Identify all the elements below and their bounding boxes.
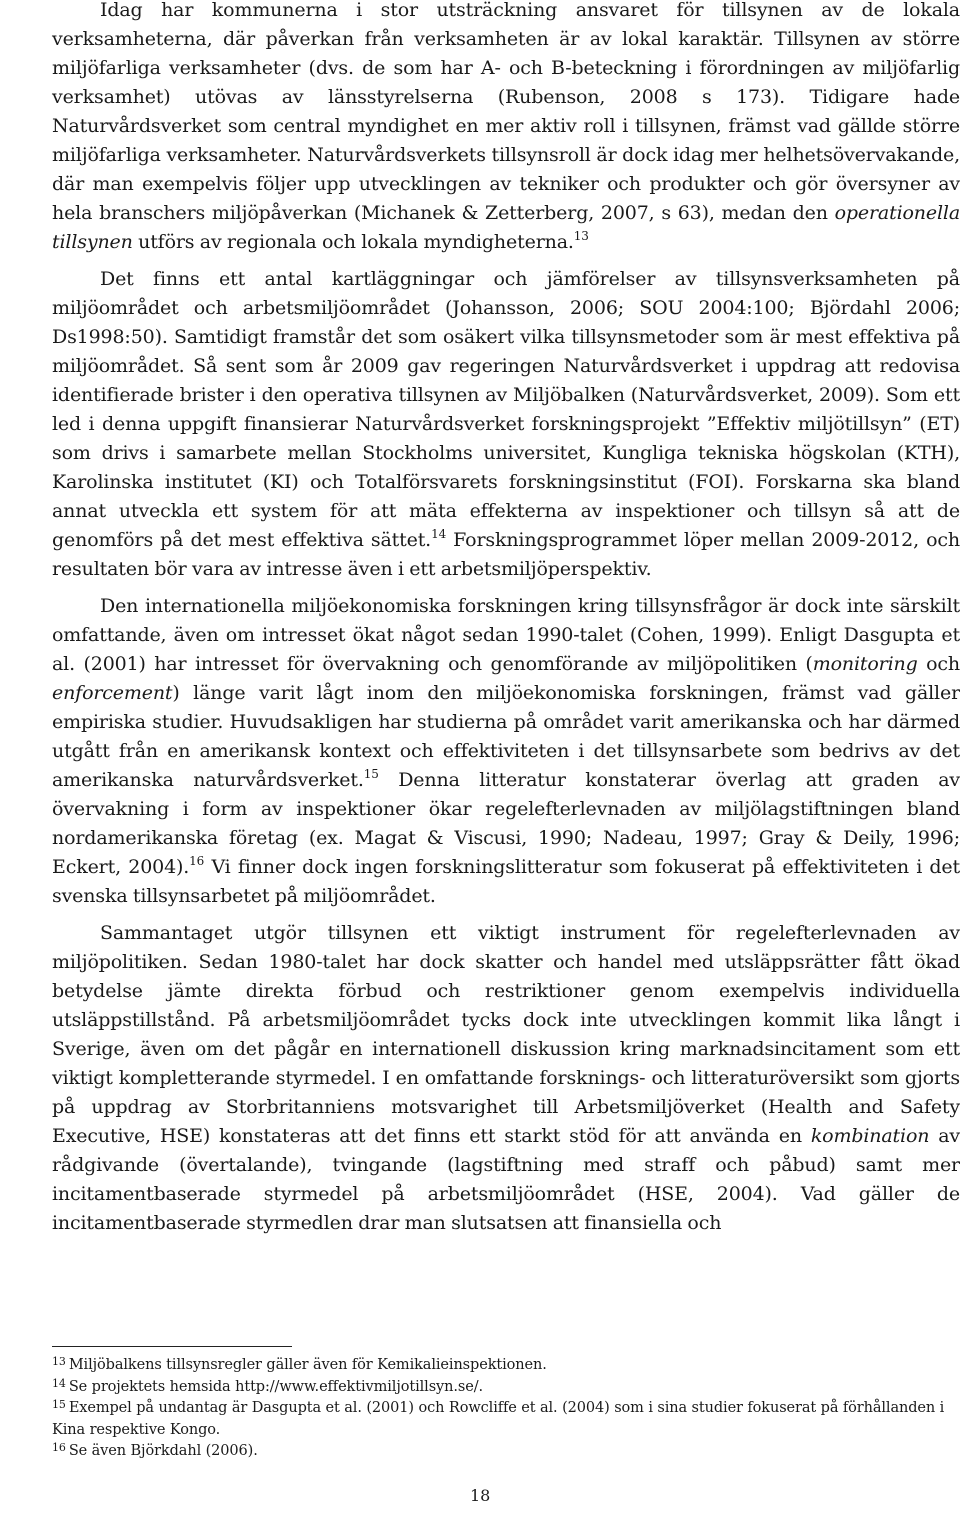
footnote-number: 13	[52, 1355, 66, 1368]
footnote-14	[52, 1377, 952, 1399]
paragraph-3	[52, 592, 960, 911]
paragraph-2-text: Det finns ett antal kartläggningar och jämförelser av tillsynsverksamheten på miljöområdet och arbetsmiljöområdet (Johansson, 2006; SOU 2004:100; Björdahl 2006; Ds1998:50). Samtidigt framstår det som osäkert vilka tillsynsmetoder som är mest effektiva på miljöområdet. Så sent som år 2009 gav regeringen Naturvårdsverket i uppdrag att redovisa identifierade brister i den operativa tillsynen av Miljöbalken (Naturvårdsverket, 2009). Som ett led i denna uppgift finansierar Naturvårdsverket forskningsprojekt ”Effektiv miljötillsyn” (ET) som drivs i samarbete mellan Stockholms universitet, Kungliga tekniska högskolan (KTH), Karolinska institutet (KI) och Totalförsvarets forskningsinstitut (FOI). Forskarna ska bland annat utveckla ett system för att mäta effekterna av inspektioner och tillsyn så att de genomförs på det mest effektiva sättet.	[52, 268, 960, 551]
paragraph-4	[52, 919, 960, 1238]
footnote-number: 15	[52, 1398, 66, 1411]
paragraph-1-emphasis: operationella tillsynen	[52, 202, 960, 253]
footnote-number: 14	[52, 1376, 66, 1390]
footnote-16	[52, 1441, 952, 1463]
footnote-15	[52, 1398, 952, 1441]
document-page	[52, 0, 960, 1515]
paragraph-3-emphasis-monitoring: monitoring	[812, 653, 918, 675]
paragraph-4-text: Sammantaget utgör tillsynen ett viktigt instrument för regelefterlevnaden av miljöpolitiken. Sedan 1980-talet har dock skatter och handel med utsläppsrätter fått ökad betydelse jämte direkta förbud och restriktioner genom exempelvis individuella utsläppstillstånd. På arbetsmiljöområdet tycks dock inte utvecklingen kommit lika långt i Sverige, även om det pågår en internationell diskussion kring marknadsincitament som ett viktigt kompletterande styrmedel. I en omfattande forsknings- och litteraturöversikt som gjorts på uppdrag av Storbritanniens motsvarighet till Arbetsmiljöverket (Health and Safety Executive, HSE) konstateras att det finns ett starkt stöd för att använda en	[52, 922, 960, 1147]
paragraph-2	[52, 265, 960, 584]
footnote-separator	[52, 1346, 292, 1347]
paragraph-3-text-and: och	[917, 653, 960, 675]
footnote-ref-13: 13	[573, 229, 589, 243]
footnote-number: 16	[52, 1441, 66, 1454]
footnote-text: Exempel på undantag är Dasgupta et al. (2001) och Rowcliffe et al. (2004) som i sina studier fokuserat på förhållanden i Kina respektive Kongo.	[52, 1400, 945, 1438]
paragraph-2-text-end: Forskningsprogrammet löper mellan 2009-2012, och resultaten bör vara av intresse även i ett arbetsmiljöperspektiv.	[52, 529, 960, 580]
footnote-ref-14: 14	[431, 527, 447, 541]
footnote-ref-15: 15	[363, 767, 379, 781]
footnote-ref-16: 16	[189, 854, 205, 868]
footnotes	[52, 1355, 952, 1463]
paragraph-1-text-end: utförs av regionala och lokala myndigheterna.	[132, 231, 574, 253]
paragraph-3-emphasis-enforcement: enforcement	[52, 682, 173, 704]
paragraph-3-text-middle: ) länge varit lågt inom den miljöekonomiska forskningen, främst vad gäller empiriska studier. Huvudsakligen har studierna på området varit amerikanska och har därmed utgått från en amerikansk kontext och effektiviteten i det tillsynsarbete som bedrivs av det amerikanska naturvårdsverket.	[52, 682, 960, 791]
page-number: 18	[470, 1486, 491, 1505]
footnote-text: Se projektets hemsida http://www.effektivmiljotillsyn.se/.	[68, 1378, 483, 1395]
paragraph-1	[52, 0, 960, 257]
body-text	[52, 0, 960, 1238]
paragraph-1-text: Idag har kommunerna i stor utsträckning ansvaret för tillsynen av de lokala verksamheterna, där påverkan från verksamheten är av lokal karaktär. Tillsynen av större miljöfarliga verksamheter (dvs. de som har A- och B-beteckning i förordningen av miljöfarlig verksamhet) utövas av länsstyrelserna (Rubenson, 2008 s 173). Tidigare hade Naturvårdsverket som central myndighet en mer aktiv roll i tillsynen, främst vad gällde större miljöfarliga verksamheter. Naturvårdsverkets tillsynsroll är dock idag mer helhetsövervakande, där man exempelvis följer upp utvecklingen av tekniker och produkter och gör översyner av hela branschers miljöpåverkan (Michanek & Zetterberg, 2007, s 63), medan den	[52, 0, 960, 224]
footnote-text: Miljöbalkens tillsynsregler gäller även för Kemikalieinspektionen.	[68, 1357, 547, 1373]
paragraph-3-text: Den internationella miljöekonomiska forskningen kring tillsynsfrågor är dock inte särskilt omfattande, även om intresset ökat något sedan 1990-talet (Cohen, 1999). Enligt Dasgupta et al. (2001) har intresset för övervakning och genomförande av miljöpolitiken (	[52, 595, 960, 675]
footnote-text: Se även Björkdahl (2006).	[68, 1443, 258, 1459]
paragraph-4-emphasis: kombination	[810, 1125, 930, 1147]
paragraph-4-text-end: av rådgivande (övertalande), tvingande (lagstiftning med straff och påbud) samt mer incitamentbaserade styrmedel på arbetsmiljöområdet (HSE, 2004). Vad gäller de incitamentbaserade styrmedlen drar man slutsatsen att finansiella och	[52, 1125, 960, 1234]
paragraph-3-text-later: Denna litteratur konstaterar överlag att graden av övervakning i form av inspektioner ökar regelefterlevnaden av miljölagstiftningen bland nordamerikanska företag (ex. Magat & Viscusi, 1990; Nadeau, 1997; Gray & Deily, 1996; Eckert, 2004).	[52, 769, 960, 878]
paragraph-3-text-end: Vi finner dock ingen forskningslitteratur som fokuserat på effektiviteten i det svenska tillsynsarbetet på miljöområdet.	[52, 856, 960, 907]
footnote-13	[52, 1355, 952, 1377]
